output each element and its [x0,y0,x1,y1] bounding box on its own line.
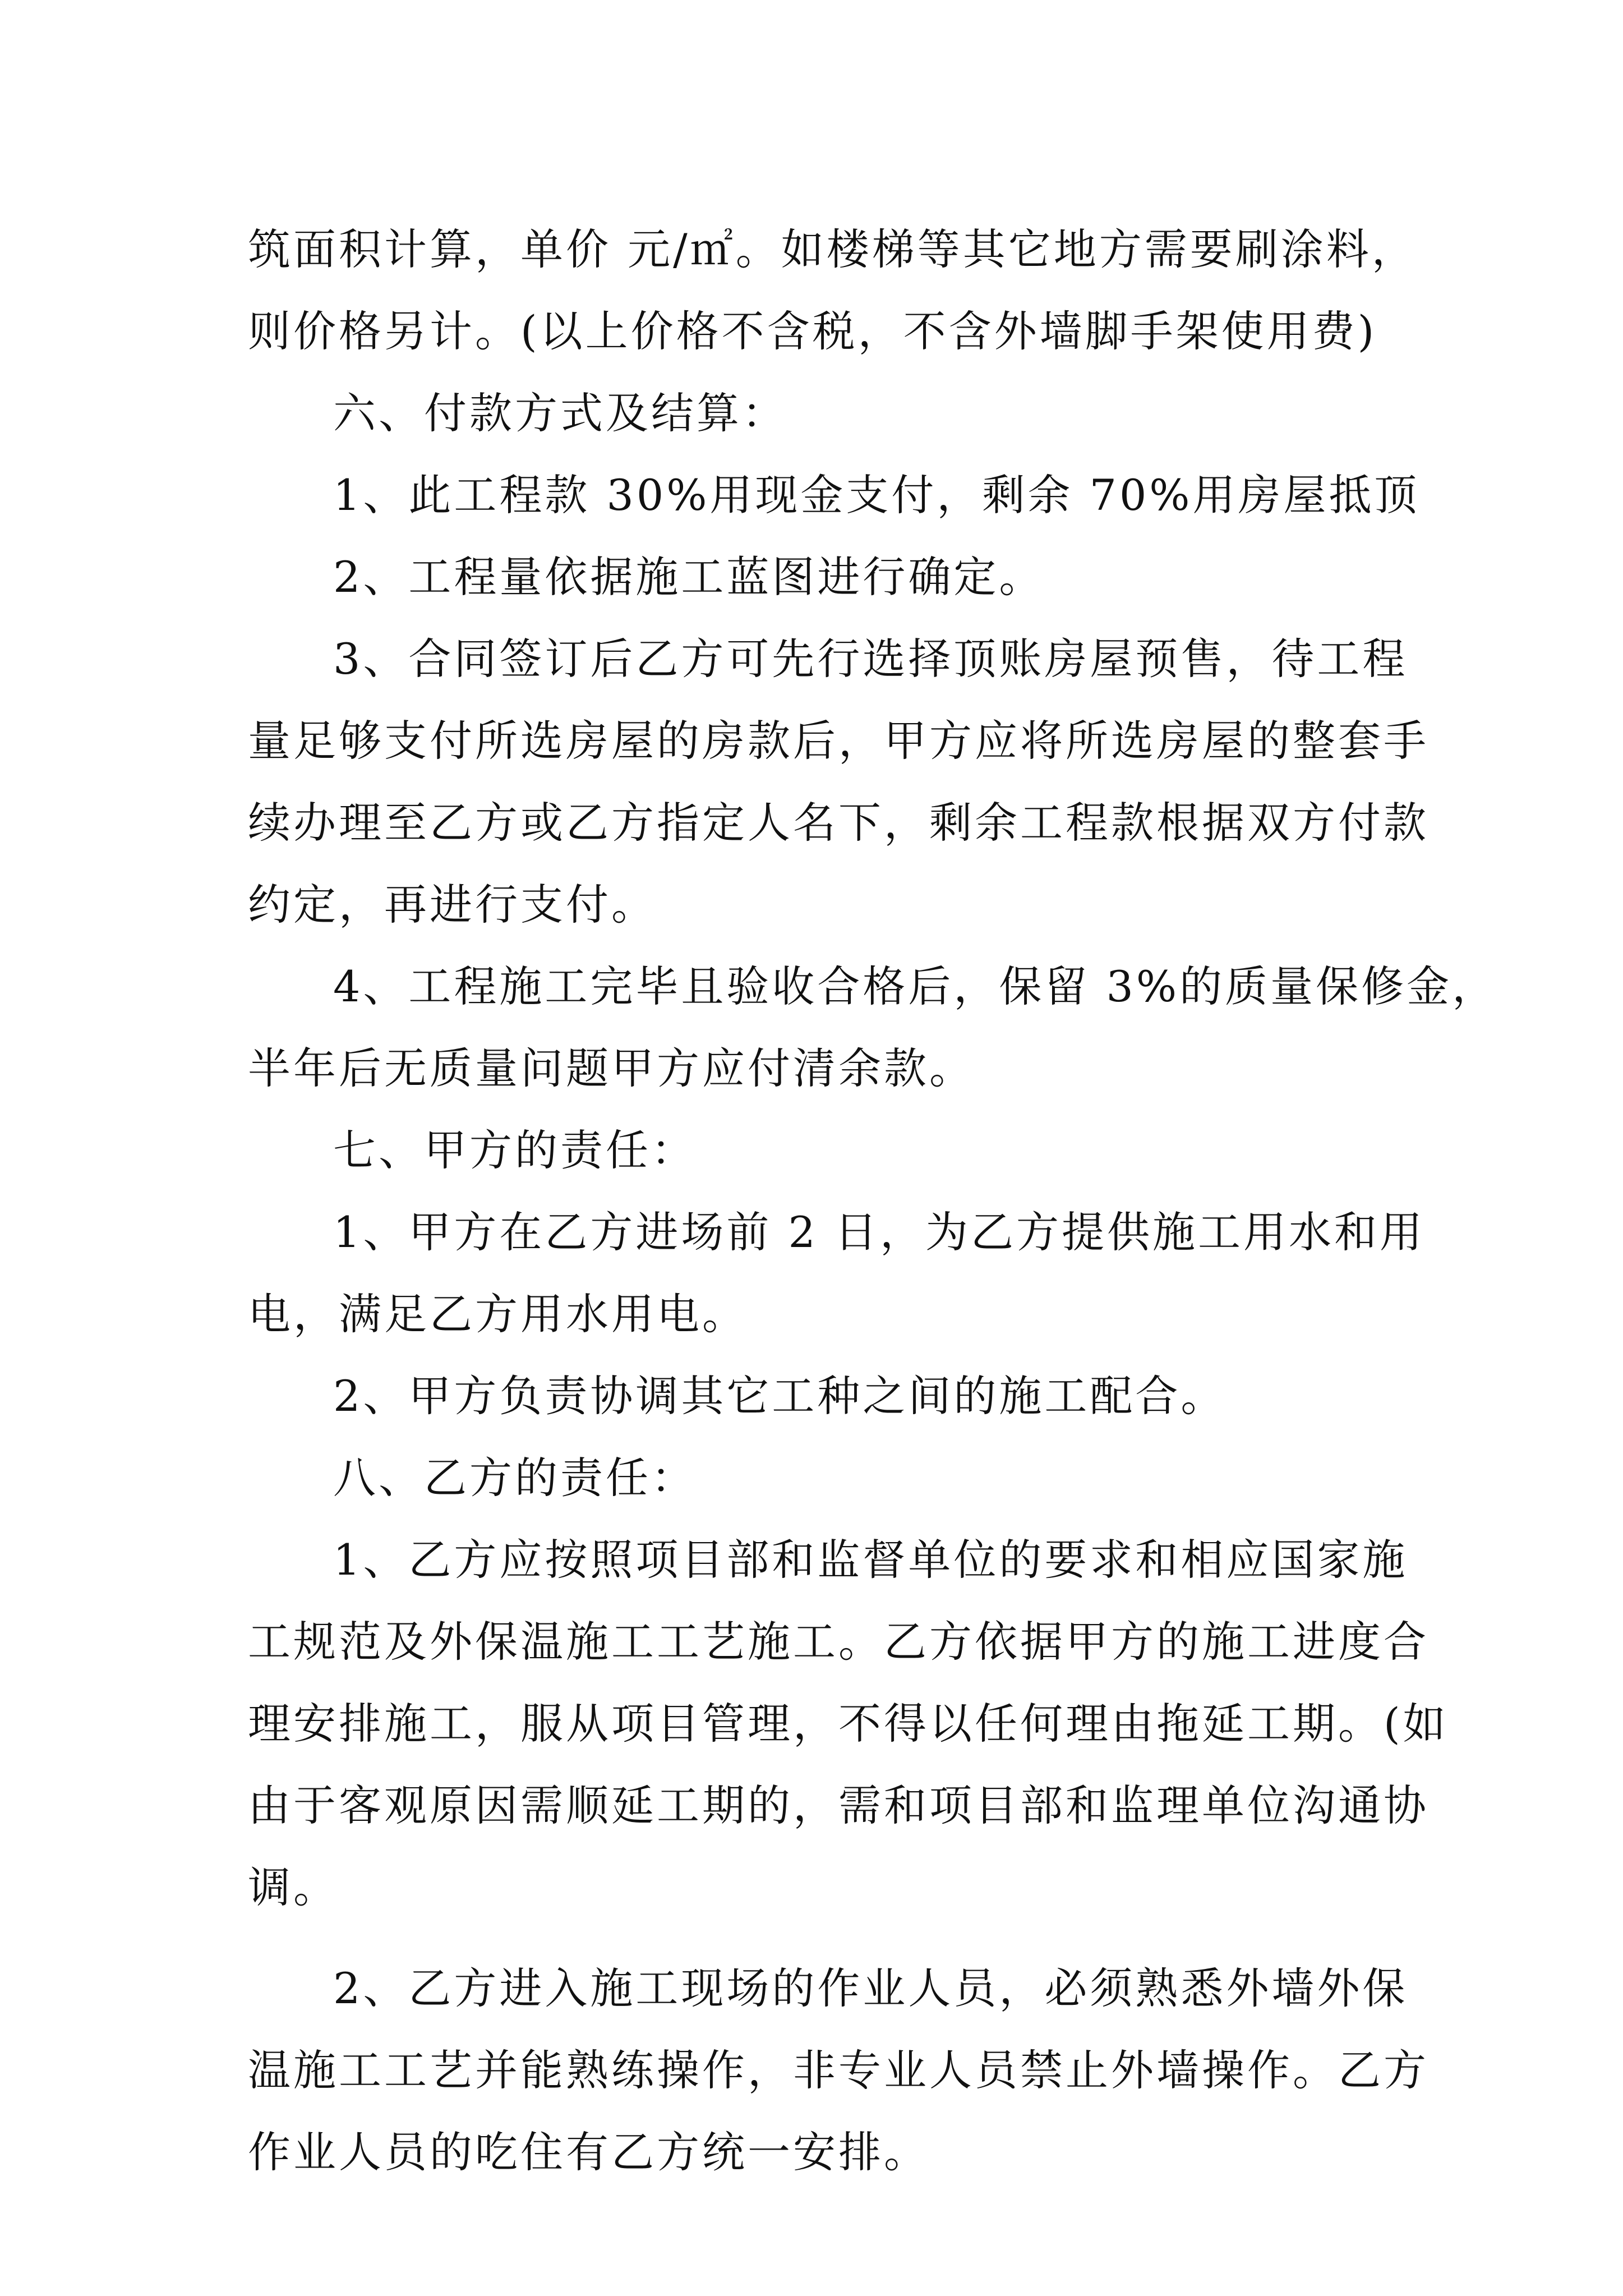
paragraph-party-a-2 [248,1355,1392,1437]
text-line: 3、合同签订后乙方可先行选择顶账房屋预售，待工程 [333,634,1408,684]
text-line: 工规范及外保温施工工艺施工。乙方依据甲方的施工进度合 [248,1617,1429,1667]
text-line: 2、工程量依据施工蓝图进行确定。 [333,552,1045,602]
paragraph-payment-1 [248,454,1420,536]
text-line: 量足够支付所选房屋的房款后，甲方应将所选房屋的整套手 [248,716,1429,766]
text-line: 电，满足乙方用水用电。 [248,1289,748,1339]
text-line: 由于客观原因需顺延工期的，需和项目部和监理单位沟通协 [248,1780,1429,1830]
text-line: 筑面积计算，单价 元/㎡。如楼梯等其它地方需要刷涂料， [248,224,1417,274]
text-line: 理安排施工，服从项目管理，不得以任何理由拖延工期。(如 [248,1699,1449,1749]
paragraph-party-b-2 [248,1948,1429,2193]
text-line: 七、甲方的责任： [333,1125,697,1175]
paragraph-payment-2 [248,536,1392,618]
text-line: 续办理至乙方或乙方指定人名下，剩余工程款根据双方付款 [248,798,1429,848]
section-heading-party-a [248,1110,1392,1191]
paragraph-payment-4 [248,946,1498,1110]
text-line: 约定，再进行支付。 [248,880,657,930]
paragraph-payment-3 [248,618,1429,946]
document-body [248,209,1498,2193]
text-line: 2、乙方进入施工现场的作业人员，必须熟悉外墙外保 [333,1963,1408,2013]
text-line: 调。 [248,1862,339,1912]
paragraph-party-a-1 [248,1191,1426,1355]
text-line: 则价格另计。(以上价格不含税，不含外墙脚手架使用费) [248,306,1377,356]
text-line: 1、甲方在乙方进场前 2 日，为乙方提供施工用水和用 [333,1207,1426,1257]
text-line: 八、乙方的责任： [333,1453,697,1503]
text-line: 作业人员的吃住有乙方统一安排。 [248,2127,929,2177]
text-line: 2、甲方负责协调其它工种之间的施工配合。 [333,1371,1227,1421]
paragraph-party-b-1 [248,1519,1449,1929]
text-line: 半年后无质量问题甲方应付清余款。 [248,1043,975,1093]
section-heading-party-b [248,1437,1392,1519]
text-line: 4、工程施工完毕且验收合格后，保留 3%的质量保修金， [333,961,1498,1011]
text-line: 温施工工艺并能熟练操作，非专业人员禁止外墙操作。乙方 [248,2045,1429,2095]
paragraph-unit-price [248,209,1417,372]
text-line: 六、付款方式及结算： [333,388,787,438]
section-heading-payment [248,372,1392,454]
text-line: 1、乙方应按照项目部和监督单位的要求和相应国家施 [333,1535,1408,1585]
text-line: 1、此工程款 30%用现金支付，剩余 70%用房屋抵顶 [333,470,1420,520]
